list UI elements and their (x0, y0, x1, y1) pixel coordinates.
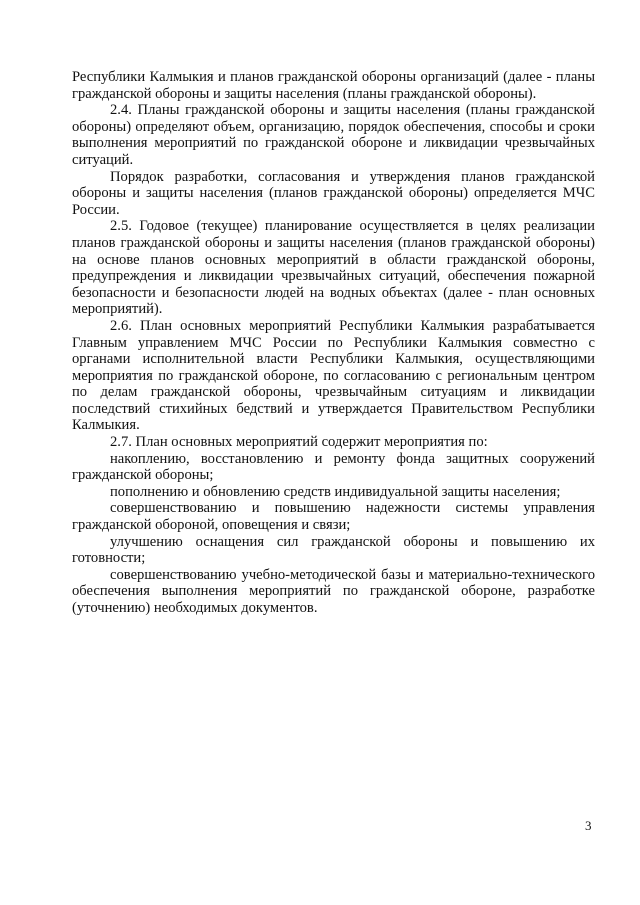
page-number: 3 (585, 818, 592, 833)
list-item-protection-means: пополнению и обновлению средств индивидуальной защиты населения; (110, 483, 561, 500)
paragraph-2-6: 2.6. План основных мероприятий Республики Калмыкия разрабатывается Главным управлением МЧС России по Республики Калмыкия совместно с органами исполнительной власти Республики Калмыкия, осуществляющими мероприятия по гражданской обороне, по согласованию с региональным центром по делам гражданской обороны, чрезвычайным ситуациям и ликвидации последствий стихийных бедствий и утверждается Правительством Республики Калмыкия. (72, 317, 595, 434)
document-body (72, 69, 595, 617)
paragraph-continuation: Республики Калмыкия и планов гражданской обороны организаций (далее - планы гражданской обороны и защиты населения (планы гражданской обороны). (72, 69, 595, 102)
paragraph-2-4: 2.4. Планы гражданской обороны и защиты населения (планы гражданской обороны) определяют объем, организацию, порядок обеспечения, способы и сроки выполнения мероприятий по гражданской обороне и ликвидации чрезвычайных ситуаций. (72, 102, 595, 168)
list-item-forces-equipment: улучшению оснащения сил гражданской обороны и повышению их готовности; (72, 533, 595, 567)
paragraph-2-7: 2.7. План основных мероприятий содержит мероприятия по: (110, 434, 488, 451)
list-item-training-base: совершенствованию учебно-методической базы и материально-технического обеспечения выполнения мероприятий по гражданской обороне, разработке (уточнению) необходимых документов. (72, 566, 595, 616)
paragraph-2-5: 2.5. Годовое (текущее) планирование осуществляется в целях реализации планов гражданской обороны и защиты населения (планов гражданской обороны) на основе планов основных мероприятий в области гражданской обороны, предупреждения и ликвидации чрезвычайных ситуаций, обеспечения пожарной безопасности и безопасности людей на водных объектах (далее - план основных мероприятий). (72, 218, 595, 318)
list-item-shelters: накоплению, восстановлению и ремонту фонда защитных сооружений гражданской обороны; (72, 450, 595, 484)
list-item-control-system: совершенствованию и повышению надежности системы управления гражданской обороной, оповещения и связи; (72, 500, 595, 534)
paragraph-plan-procedure: Порядок разработки, согласования и утверждения планов гражданской обороны и защиты населения (планов гражданской обороны) определяется МЧС России. (72, 168, 595, 218)
